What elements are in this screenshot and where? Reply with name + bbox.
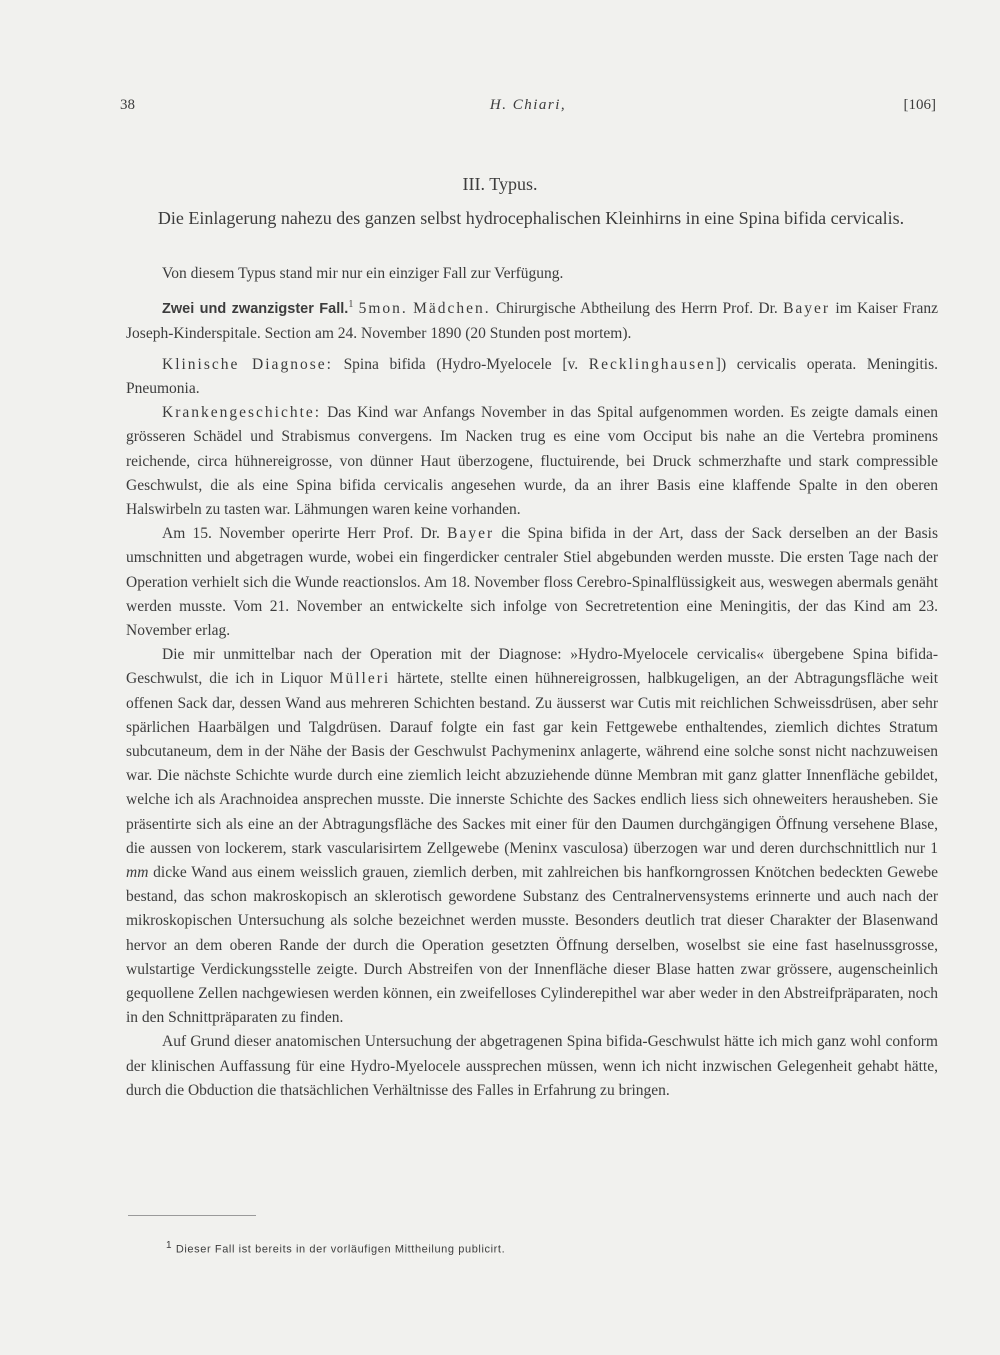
section-subtitle: Die Einlagerung nahezu des ganzen selbst hydrocephalischen Kleinhirns in eine Spina bifida cervicalis. — [157, 208, 905, 228]
diagnosis-text-end: ]) cervicalis operata. Meningitis. Pneumonia. — [126, 355, 938, 397]
footnote-mark: 1 — [166, 1240, 173, 1251]
running-author: H. Chiari, — [489, 97, 567, 113]
history-label: Krankengeschichte: — [162, 404, 322, 422]
diagnosis-author: Recklinghausen — [588, 355, 716, 373]
history-paragraph — [126, 401, 938, 522]
footnote — [166, 1240, 505, 1256]
case-department: Chirurgische Abtheilung des Herrn Prof. Dr. — [495, 300, 778, 318]
specimen-fixative-name: Mülleri — [329, 670, 391, 688]
footnote-divider — [128, 1215, 256, 1216]
case-age: 5mon. — [358, 300, 408, 318]
running-header — [120, 97, 936, 121]
operation-surgeon: Bayer — [447, 525, 495, 543]
specimen-unit: mm — [126, 864, 149, 882]
diagnosis-label: Klinische Diagnose: — [162, 355, 333, 373]
diagnosis-text: Spina bifida (Hydro-Myelocele [v. — [343, 355, 579, 373]
page-number: 38 — [120, 97, 135, 113]
diagnosis-paragraph — [126, 353, 938, 401]
case-paragraph — [126, 293, 938, 346]
footnote-text: Dieser Fall ist bereits in der vorläufigen Mittheilung publicirt. — [175, 1243, 506, 1256]
case-patient: Mädchen. — [413, 300, 491, 318]
operation-text-end: die Spina bifida in der Art, dass der Sack derselben an der Basis umschnitten und abgetragen wurde, wobei ein fingerdicker centraler Stiel abgebunden werden musste. Die ersten Tage nach der Operation verhielt sich die Wunde reactionslos. Am 18. November floss Cerebro-Spinalflüssigkeit aus, weswegen abermals genäht werden musste. Vom 21. November an entwickelte sich infolge von Secretretention eine Meningitis, der das Kind am 23. November erlag. — [126, 525, 939, 639]
specimen-text-end: dicke Wand aus einem weisslich grauen, ziemlich derben, mit zahlreichen bis hanfkorngrossen Knötchen bedeckten Gewebe bestand, das schon makroskopisch an sklerotisch gewordene Substanz des Centralnervensystems erinnerte und auch nach der mikroskopischen Untersuchung als solche bezeichnet werden musste. Besonders deutlich trat dieser Charakter der Blasenwand hervor an dem oberen Rande der durch die Operation gesetzten Öffnung derselben, woselbst sie eine fast haselnussgrosse, wulstartige Verdickungsstelle zeigte. Durch Abstreifen von der Innenfläche dieser Blase hatten zwar grössere, augenscheinlich gequollene Zellen nachgewiesen werden können, ein zweifelloses Cylinderepithel war aber weder in den Abstreifpräparaten, noch in den Schnittpräparaten zu finden. — [126, 864, 938, 1027]
case-heading: Zwei und zwanzigster Fall. — [162, 301, 349, 318]
footnote-reference: 1 — [348, 299, 354, 311]
operation-text: Am 15. November operirte Herr Prof. Dr. — [162, 525, 440, 543]
intro-paragraph: Von diesem Typus stand mir nur ein einziger Fall zur Verfügung. — [162, 265, 564, 282]
operation-paragraph — [126, 522, 938, 643]
case-location: im Kaiser Franz Joseph-Kinderspitale. Section am 24. November 1890 (20 Stunden post mortem). — [126, 300, 939, 342]
body-text — [126, 262, 938, 1103]
conclusion-paragraph: Auf Grund dieser anatomischen Untersuchung der abgetragenen Spina bifida-Geschwulst hätte ich mich ganz wohl conform der klinischen Auffassung für eine Hydro-Myelocele aussprechen müssen, wenn ich nicht inzwischen Gelegenheit gehabt hätte, durch die Obduction die thatsächlichen Verhältnisse des Falles in Erfahrung zu bringen. — [126, 1033, 938, 1099]
specimen-paragraph — [126, 643, 938, 1030]
history-text: Das Kind war Anfangs November in das Spital aufgenommen worden. Es zeigte damals einen grösseren Schädel und Strabismus convergens. Im Nacken trug es eine vom Occiput bis nahe an die Vertebra prominens reichende, circa hühnereigrosse, von dünner Haut überzogene, fluctuirende, bei Druck schmerzhafte und stark compressible Geschwulst, die als eine Spina bifida cervicalis angesehen wurde, da an ihrer Basis eine klaffende Spalte in den oberen Halswirbeln zu tasten war. Lähmungen waren keine vorhanden. — [126, 404, 939, 518]
specimen-text: Die mir unmittelbar nach der Operation mit der Diagnose: »Hydro-Myelocele cervicalis« übergebene Spina bifida-Geschwulst, die ich in Liquor — [126, 646, 938, 688]
section-title: III. Typus. — [462, 174, 538, 194]
case-doctor: Bayer — [783, 300, 831, 318]
original-page-number: [106] — [903, 97, 936, 113]
specimen-text-middle: härtete, stellte einen hühnereigrossen, halbkugeligen, an der Abtragungsfläche weit offenen Sack dar, dessen Wand aus mehreren Schichten bestand. Zu äusserst war Cutis mit reichlichen Schweissdrüsen, aber sehr spärlichen Haarbälgen und Talgdrüsen. Darauf folgte ein fast gar kein Fettgewebe enthaltendes, ziemlich dichtes Stratum subcutaneum, dem in der Nähe der Basis der Geschwulst Pachymeninx anlagerte, während eine solche sonst nicht nachzuweisen war. Die nächste Schichte wurde durch eine ziemlich leicht abzuziehende dünne Membran mit ganz glatter Innenfläche gebildet, welche ich als Arachnoidea ansprechen musste. Die innerste Schichte des Sackes endlich liess sich ohneweiters herausheben. Sie präsentirte sich als eine an der Abtragungsfläche des Sackes mit einer für den Daumen durchgängigen Öffnung versehene Blase, die aussen von lockerem, stark vascularisirtem Zellgewebe (Meninx vasculosa) überzogen war und deren durchschnittlich nur 1 — [126, 670, 938, 857]
